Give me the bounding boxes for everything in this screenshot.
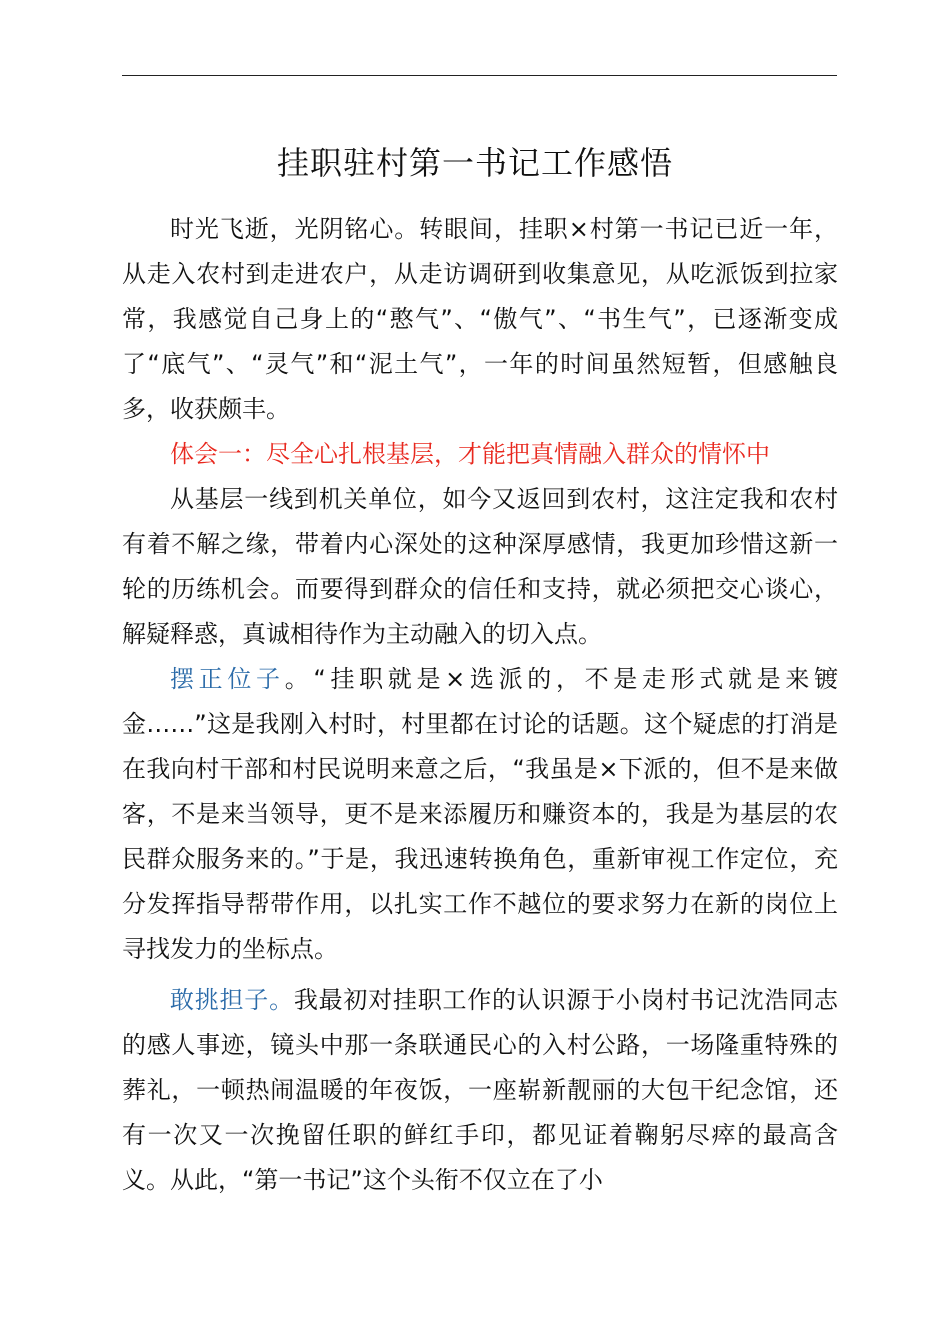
intro-paragraph: 时光飞逝，光阴铭心。转眼间，挂职×村第一书记已近一年，从走入农村到走进农户，从走访调研到收集意见，从吃派饭到拉家常，我感觉自己身上的“憨气”、“傲气”、“书生气”，已逐渐变成了“底气”、“灵气”和“泥土气”，一年的时间虽然短暂，但感触良多，收获颇丰。	[122, 215, 838, 423]
document-title: 挂职驻村第一书记工作感悟	[276, 144, 673, 182]
document-body	[122, 207, 838, 1203]
point-lead-1: 摆正位子	[170, 665, 285, 693]
point-lead-2: 敢挑担子。	[170, 986, 294, 1014]
point-paragraph-2	[122, 978, 838, 1203]
point-paragraph-1	[122, 657, 838, 972]
point-text-1: 。“挂职就是×选派的，不是走形式就是来镀金……”这是我刚入村时，村里都在讨论的话题。这个疑虑的打消是在我向村干部和村民说明来意之后，“我虽是×下派的，但不是来做客，不是来当领导，更不是来添履历和赚资本的，我是为基层的农民群众服务来的。”于是，我迅速转换角色，重新审视工作定位，充分发挥指导帮带作用，以扎实工作不越位的要求努力在新的岗位上寻找发力的坐标点。	[122, 665, 838, 963]
section-paragraph: 从基层一线到机关单位，如今又返回到农村，这注定我和农村有着不解之缘，带着内心深处的这种深厚感情，我更加珍惜这新一轮的历练机会。而要得到群众的信任和支持，就必须把交心谈心，解疑释惑，真诚相待作为主动融入的切入点。	[122, 485, 838, 648]
header-rule	[122, 75, 837, 76]
point-text-2: 我最初对挂职工作的认识源于小岗村书记沈浩同志的感人事迹，镜头中那一条联通民心的入村公路，一场隆重特殊的葬礼，一顿热闹温暖的年夜饭，一座崭新靓丽的大包干纪念馆，还有一次又一次挽留任职的鲜红手印，都见证着鞠躬尽瘁的最高含义。从此，“第一书记”这个头衔不仅立在了小	[122, 986, 839, 1194]
section-heading: 体会一：尽全心扎根基层，才能把真情融入群众的情怀中	[170, 440, 770, 468]
